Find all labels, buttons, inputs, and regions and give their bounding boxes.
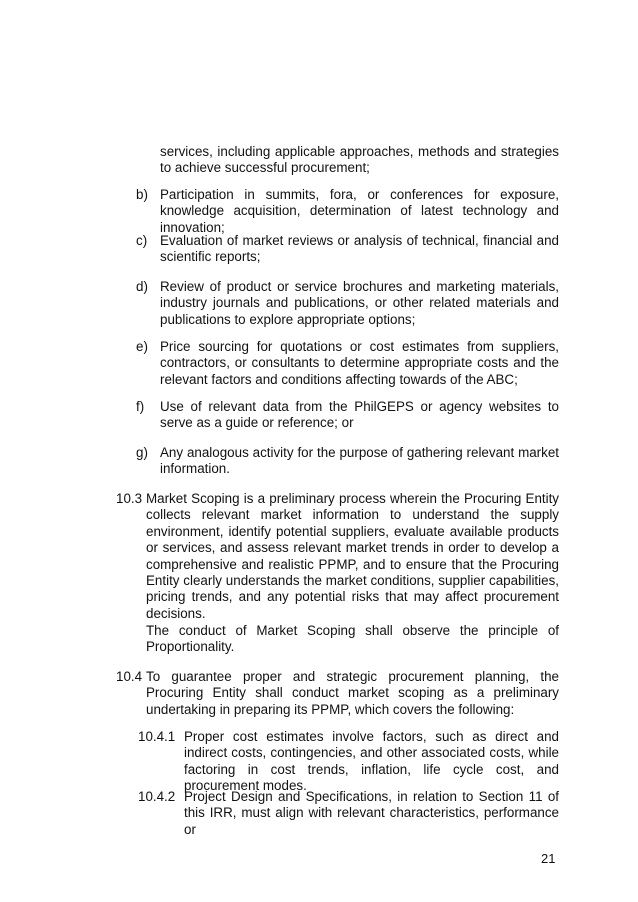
section-note-text: The conduct of Market Scoping shall observe the principle of Proportionality. (146, 623, 559, 655)
list-item-label: d) (136, 279, 148, 294)
list-item-label: b) (136, 187, 148, 202)
list-item-b (136, 187, 559, 236)
section-number: 10.3 (116, 491, 143, 506)
list-item-text: Any analogous activity for the purpose of gathering relevant market information. (160, 445, 559, 477)
list-item-text: Participation in summits, fora, or conferences for exposure, knowledge acquisition, determination of latest technology and innovation; (160, 187, 559, 235)
list-item-text: Evaluation of market reviews or analysis of technical, financial and scientific reports; (160, 233, 559, 265)
list-item-text: Use of relevant data from the PhilGEPS or agency websites to serve as a guide or reference; or (160, 399, 559, 431)
list-item-c (136, 233, 559, 266)
list-item-label: f) (136, 399, 145, 414)
subsection-number: 10.4.2 (138, 789, 176, 804)
section-text: Market Scoping is a preliminary process wherein the Procuring Entity collects relevant market information to understand the supply environment, identify potential suppliers, evaluate available products or services, and assess relevant market trends in order to develop a comprehensive and realistic PPMP, and to ensure that the Procuring Entity clearly understands the market conditions, supplier capabilities, pricing trends, and any potential risks that may affect procurement decisions. (146, 491, 559, 621)
list-item-text: Price sourcing for quotations or cost estimates from suppliers, contractors, or consultants to determine appropriate costs and the relevant factors and conditions affecting towards of the ABC; (160, 339, 559, 387)
list-item-d (136, 279, 559, 328)
list-item-e (136, 339, 559, 388)
section-10-3 (116, 491, 559, 622)
continuation-text: services, including applicable approaches, methods and strategies to achieve successful procurement; (160, 144, 559, 176)
list-item-label: c) (136, 233, 148, 248)
subsection-text: Proper cost estimates involve factors, such as direct and indirect costs, contingencies, and other associated costs, while factoring in cost trends, inflation, life cycle cost, and procurement modes. (184, 729, 559, 794)
list-item-label: e) (136, 339, 148, 354)
subsection-10-4-1 (138, 729, 559, 795)
list-item-text: Review of product or service brochures and marketing materials, industry journals and publications, or other related materials and publications to explore appropriate options; (160, 279, 559, 327)
list-item-g (136, 445, 559, 478)
list-item-f (136, 399, 559, 432)
continuation-paragraph (160, 144, 559, 177)
section-number: 10.4 (116, 669, 143, 684)
subsection-number: 10.4.1 (138, 729, 176, 744)
section-10-3-note (146, 623, 559, 656)
section-10-4 (116, 669, 559, 718)
section-text: To guarantee proper and strategic procurement planning, the Procuring Entity shall conduct market scoping as a preliminary undertaking in preparing its PPMP, which covers the following: (146, 669, 559, 717)
subsection-10-4-2 (138, 789, 559, 838)
subsection-text: Project Design and Specifications, in relation to Section 11 of this IRR, must align with relevant characteristics, performance or (184, 789, 559, 837)
page-number: 21 (541, 851, 556, 866)
list-item-label: g) (136, 445, 148, 460)
